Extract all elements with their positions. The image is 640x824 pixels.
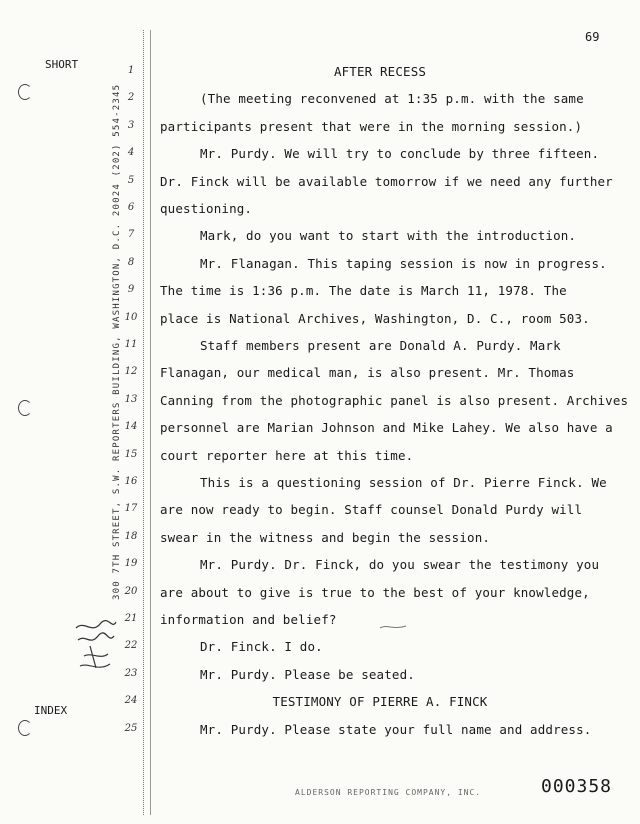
line-number: 3 [127, 119, 135, 131]
transcript-line: Mr. Purdy. We will try to conclude by three fifteen. [200, 146, 600, 162]
line-number: 13 [124, 393, 138, 405]
transcript-line: questioning. [160, 201, 253, 216]
document-number: 000358 [541, 776, 613, 797]
transcript-line: swear in the witness and begin the session. [160, 529, 491, 545]
transcript-line: Mark, do you want to start with the introduction. [200, 228, 577, 244]
section-heading: TESTIMONY OF PIERRE A. FINCK [272, 694, 488, 710]
punch-hole [18, 84, 32, 100]
transcript-line: personnel are Marian Johnson and Mike Lahey. We also have a [160, 420, 613, 436]
margin-rule [150, 30, 151, 815]
line-number: 16 [124, 476, 138, 487]
transcript-line: Dr. Finck will be available tomorrow if we need any further [160, 173, 613, 189]
section-heading: AFTER RECESS [333, 64, 427, 79]
line-number: 21 [124, 613, 138, 624]
transcript-line: court reporter here at this time. [160, 447, 414, 463]
line-number: 12 [124, 366, 138, 378]
transcript-line: are about to give is true to the best of your knowledge, [160, 584, 590, 600]
line-number: 19 [124, 558, 138, 570]
line-number: 7 [127, 229, 135, 241]
line-number: 5 [127, 174, 135, 186]
handwritten-initials-stamp [70, 616, 120, 674]
page-number: 69 [585, 30, 600, 44]
line-number: 8 [127, 256, 135, 268]
line-number: 1 [127, 65, 135, 76]
transcript-line: place is National Archives, Washington, D. C., room 503. [160, 310, 590, 326]
footer-company: ALDERSON REPORTING COMPANY, INC. [295, 788, 482, 797]
line-number: 25 [124, 722, 138, 734]
transcript-line: participants present that were in the morning session.) [160, 118, 583, 134]
line-number: 22 [124, 640, 138, 652]
transcript-line: (The meeting reconvened at 1:35 p.m. with the same [200, 91, 584, 107]
margin-rule [143, 30, 144, 815]
line-number: 24 [124, 695, 138, 707]
line-number: 11 [124, 339, 138, 350]
transcript-line: Dr. Finck. I do. [200, 639, 323, 655]
line-number: 18 [124, 530, 138, 542]
punch-hole [18, 400, 32, 416]
line-number: 2 [127, 92, 135, 104]
line-number: 9 [127, 284, 135, 296]
transcript-line: The time is 1:36 p.m. The date is March 11, 1978. The [160, 283, 567, 299]
transcript-line: Mr. Purdy. Dr. Finck, do you swear the testimony you [200, 557, 600, 573]
transcript-line: are now ready to begin. Staff counsel Donald Purdy will [160, 502, 583, 518]
line-number: 10 [124, 311, 138, 323]
line-number: 6 [127, 202, 135, 213]
transcript-line: information and belief? [160, 612, 337, 627]
transcript-line: Staff members present are Donald A. Purdy. Mark [200, 338, 561, 353]
margin-note-short: SHORT [45, 58, 79, 71]
transcript-line: Mr. Purdy. Please state your full name and address. [200, 721, 592, 737]
transcript-line: This is a questioning session of Dr. Pierre Finck. We [200, 475, 607, 490]
line-number: 15 [124, 448, 138, 460]
line-number: 4 [127, 147, 135, 159]
transcript-line: Canning from the photographic panel is also present. Archives [160, 392, 629, 408]
margin-note-index: INDEX [34, 704, 68, 717]
reporter-address-vertical: 300 7TH STREET, S.W. REPORTERS BUILDING, WASHINGTON, D.C. 20024 (202) 554-2345 [112, 83, 122, 600]
line-number: 17 [124, 503, 138, 515]
transcript-line: Mr. Flanagan. This taping session is now in progress. [200, 255, 607, 271]
line-number: 20 [124, 585, 138, 597]
line-number: 14 [124, 421, 138, 433]
transcript-line: Mr. Purdy. Please be seated. [200, 666, 415, 682]
pencil-mark [378, 622, 408, 632]
punch-hole [18, 720, 32, 736]
line-number: 23 [124, 667, 138, 679]
transcript-line: Flanagan, our medical man, is also present. Mr. Thomas [160, 365, 575, 381]
